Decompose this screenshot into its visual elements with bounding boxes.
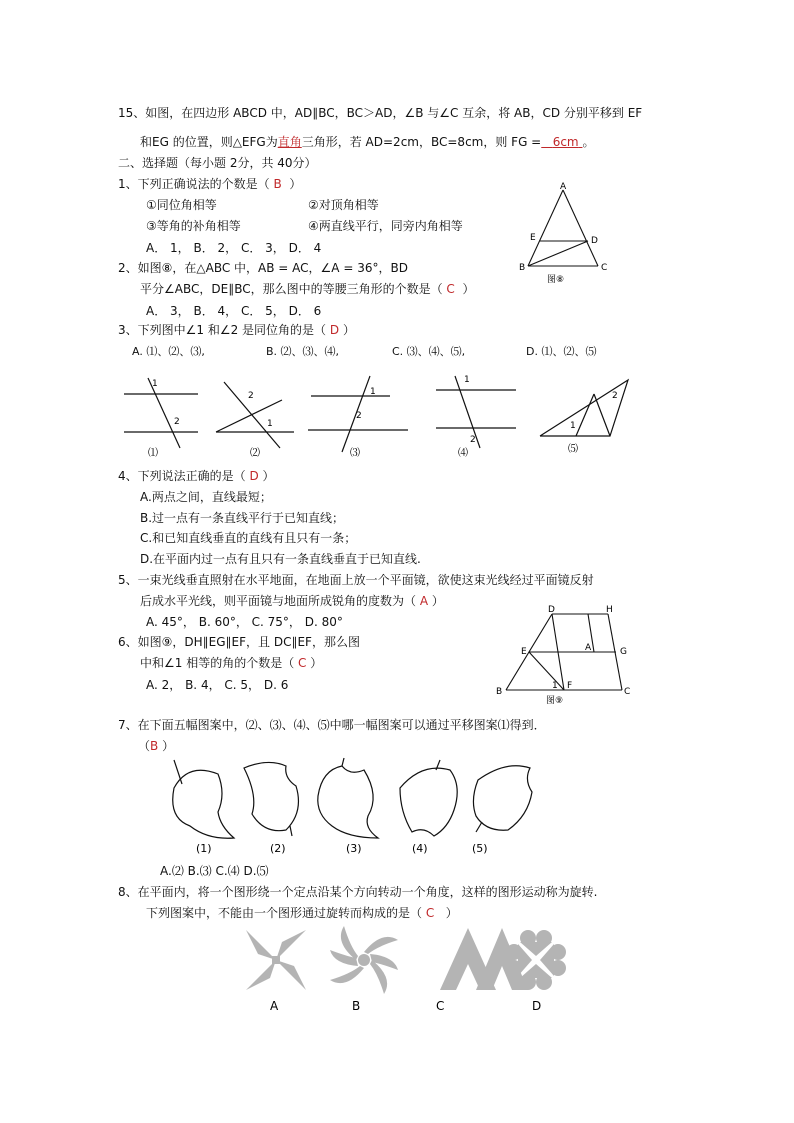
fig9-label-c: C <box>624 687 631 697</box>
q7-fig-label-3: (3) <box>346 842 362 855</box>
q3-fig-label-2: ⑵ <box>250 448 260 459</box>
q3-fig4-angle2: 2 <box>470 435 476 445</box>
q5-close: ） <box>431 594 444 608</box>
q3-fig5-angle1: 1 <box>570 421 576 431</box>
q4-answer: D <box>249 469 259 483</box>
q5-answer: A <box>419 594 429 608</box>
q15-text-b: 三角形，若 AD=2cm，BC=8cm，则 FG = <box>301 135 542 149</box>
fig9-label-b: B <box>496 687 503 697</box>
fig8-label-d: D <box>591 236 598 246</box>
q5-line1: 5、一束光线垂直照射在水平地面，在地面上放一个平面镜，欲使这束光线经过平面镜反射 <box>118 573 594 587</box>
section-title: 二、选择题（每小题 2分，共 40分） <box>118 156 317 170</box>
q3-fig3-angle1: 1 <box>370 387 376 397</box>
q4-option-a: A.两点之间，直线最短； <box>140 490 272 504</box>
leaf-3 <box>318 758 378 838</box>
q6-answer: C <box>298 656 307 670</box>
q2-line1: 2、如图⑧，在△ABC 中，AB = AC，∠A = 36°，BD <box>118 261 408 275</box>
pattern-b <box>330 926 398 994</box>
q3-choice-c: C. ⑶、⑷、⑸, <box>392 345 466 358</box>
pattern-a <box>246 930 306 990</box>
q6-close: ） <box>310 656 323 670</box>
q4-close: ） <box>262 469 275 483</box>
q8-patterns <box>240 926 580 1016</box>
q7-fig-label-2: (2) <box>270 842 286 855</box>
fig8-label-a: A <box>560 182 567 192</box>
q1-option-4: ④两直线平行，同旁内角相等 <box>308 219 463 233</box>
q5-choices: A. 45°， B. 60°， C. 75°， D. 80° <box>146 615 343 629</box>
fig9-caption: 图⑨ <box>546 696 564 706</box>
q7-answer: B <box>150 739 159 753</box>
q3-stem <box>118 322 355 338</box>
fig9-angle-1: 1 <box>552 681 558 691</box>
q15-text-a: 和EG 的位置，则△EFG为 <box>140 135 278 149</box>
q7-leaf-figures <box>160 756 540 860</box>
q7-close: ） <box>162 739 175 753</box>
q4-option-b: B.过一点有一条直线平行于已知直线； <box>140 511 345 525</box>
fig9-label-e: E <box>521 647 527 657</box>
q3-fig1-angle2: 2 <box>174 417 180 427</box>
q1-choices: A． 1， B． 2， C． 3， D． 4 <box>146 241 322 255</box>
q4-option-c: C.和已知直线垂直的直线有且只有一条； <box>140 531 357 545</box>
q8-line2 <box>146 905 458 921</box>
q4-stem <box>118 468 275 484</box>
q2-line2 <box>140 281 474 297</box>
q7-fig-label-1: (1) <box>196 842 212 855</box>
q6-line2 <box>140 655 322 671</box>
q1-option-3: ③等角的补角相等 <box>146 219 241 233</box>
leaf-5 <box>473 766 532 832</box>
q1-stem-text: 1、下列正确说法的个数是（ <box>118 177 270 191</box>
q5-line2 <box>140 593 444 609</box>
leaf-1 <box>173 760 234 838</box>
q15-answer-1: 直角 <box>277 135 302 149</box>
fig9-label-g: G <box>620 647 627 657</box>
q7-fig-label-5: (5) <box>472 842 488 855</box>
q3-fig2-angle2: 2 <box>248 391 254 401</box>
q2-text: 平分∠ABC，DE∥BC，那么图中的等腰三角形的个数是（ <box>140 282 443 296</box>
fig8-label-e: E <box>530 233 536 243</box>
q8-fig-label-a: A <box>270 999 279 1013</box>
q8-fig-label-c: C <box>436 999 445 1013</box>
q1-close: ） <box>289 177 302 191</box>
fig8-label-c: C <box>601 263 608 273</box>
q7-open: （ <box>138 739 151 753</box>
q2-close: ） <box>462 282 475 296</box>
q3-fig-label-1: ⑴ <box>148 448 158 459</box>
q7-stem: 7、在下面五幅图案中，⑵、⑶、⑷、⑸中哪一幅图案可以通过平移图案⑴得到． <box>118 718 546 732</box>
q7-answer-line <box>138 738 174 754</box>
q3-fig2-angle1: 1 <box>267 419 273 429</box>
q1-answer: B <box>273 177 282 191</box>
fig8-label-b: B <box>519 263 526 273</box>
fig9-label-h: H <box>606 605 613 615</box>
fig9-label-f: F <box>567 681 573 691</box>
q1-option-1: ①同位角相等 <box>146 198 217 212</box>
fig9-label-d: D <box>548 605 555 615</box>
q8-line1: 8、在平面内，将一个图形绕一个定点沿某个方向转动一个角度，这样的图形运动称为旋转. <box>118 885 598 899</box>
q5-text: 后成水平光线，则平面镜与地面所成锐角的度数为（ <box>140 594 417 608</box>
figure-9 <box>492 606 632 706</box>
q3-close: ） <box>342 323 355 337</box>
q3-fig-label-4: ⑷ <box>458 448 468 459</box>
q3-fig4-angle1: 1 <box>464 375 470 385</box>
q3-stem-text: 3、下列图中∠1 和∠2 是同位角的是（ <box>118 323 327 337</box>
q4-stem-text: 4、下列说法正确的是（ <box>118 469 246 483</box>
q3-fig5-angle2: 2 <box>612 391 618 401</box>
q3-answer: D <box>329 323 340 337</box>
q15-line2 <box>140 134 594 150</box>
q15-answer-2 <box>541 135 582 149</box>
q8-text: 下列图案中，不能由一个图形通过旋转而构成的是（ <box>146 906 423 920</box>
q15-line1: 15、如图，在四边形 ABCD 中，AD∥BC，BC＞AD，∠B 与∠C 互余，将 AB，CD 分别平移到 EF <box>118 106 643 120</box>
q3-fig3-angle2: 2 <box>356 411 362 421</box>
q8-answer: C <box>425 906 435 920</box>
q7-choices: A.⑵ B.⑶ C.⑷ D.⑸ <box>160 864 269 878</box>
figure-8 <box>515 180 608 290</box>
leaf-4 <box>400 760 457 836</box>
q2-answer: C <box>446 282 455 296</box>
q1-stem <box>118 176 301 192</box>
q2-choices: A． 3， B． 4， C． 5， D． 6 <box>146 304 322 318</box>
q3-choice-a: A. ⑴、⑵、⑶, <box>132 345 205 358</box>
q3-choice-b: B. ⑵、⑶、⑷, <box>266 345 340 358</box>
q7-fig-label-4: (4) <box>412 842 428 855</box>
q3-fig-label-5: ⑸ <box>568 444 578 455</box>
leaf-2 <box>244 762 298 836</box>
q15-answer-2-value: 6cm <box>552 135 579 149</box>
fig8-caption: 图⑧ <box>547 275 565 285</box>
q4-option-d: D.在平面内过一点有且只有一条直线垂直于已知直线. <box>140 552 421 566</box>
q6-text: 中和∠1 相等的角的个数是（ <box>140 656 295 670</box>
q8-fig-label-d: D <box>532 999 542 1013</box>
fig9-label-a: A <box>585 643 592 653</box>
q1-option-2: ②对顶角相等 <box>308 198 379 212</box>
q3-figures <box>118 372 638 462</box>
q6-line1: 6、如图⑨，DH∥EG∥EF，且 DC∥EF，那么图 <box>118 635 360 649</box>
q3-fig1-angle1: 1 <box>152 379 158 389</box>
q8-close: ） <box>445 906 458 920</box>
q3-choice-d: D. ⑴、⑵、⑸ <box>526 345 597 358</box>
q8-fig-label-b: B <box>352 999 361 1013</box>
q6-choices: A. 2， B. 4， C. 5， D. 6 <box>146 678 289 692</box>
q3-fig-label-3: ⑶ <box>350 448 360 459</box>
q15-text-c: 。 <box>582 135 595 149</box>
